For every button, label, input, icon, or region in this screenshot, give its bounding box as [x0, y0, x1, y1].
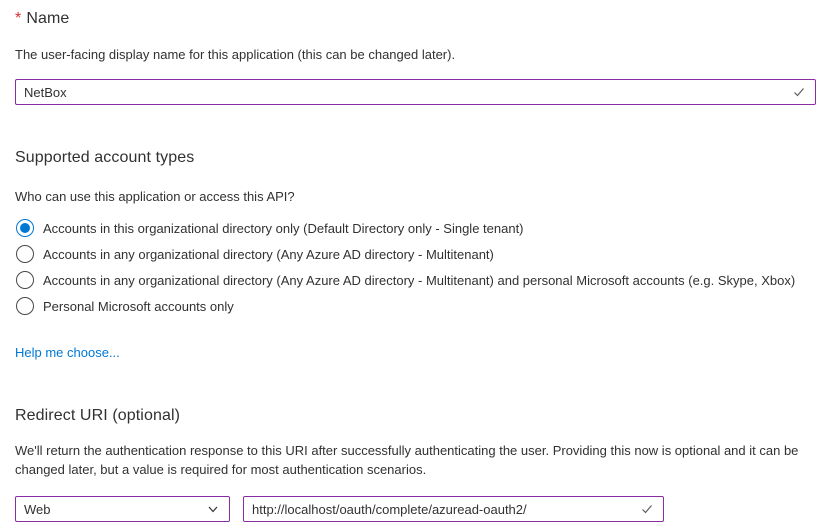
- radio-button[interactable]: [16, 245, 34, 263]
- name-section-title: [15, 10, 816, 28]
- radio-button[interactable]: [16, 219, 34, 237]
- name-section: [15, 10, 816, 105]
- radio-option-multitenant[interactable]: [15, 241, 816, 267]
- help-me-choose-link[interactable]: Help me choose...: [15, 345, 120, 360]
- name-description: The user-facing display name for this application (this can be changed later).: [15, 47, 456, 62]
- radio-option-multitenant-personal[interactable]: [15, 267, 816, 293]
- checkmark-icon: [791, 84, 807, 100]
- radio-option-label: Accounts in any organizational directory (Any Azure AD directory - Multitenant): [43, 246, 494, 262]
- redirect-uri-field[interactable]: [243, 496, 664, 522]
- chevron-down-icon: [205, 501, 221, 517]
- name-input[interactable]: [24, 85, 791, 100]
- name-input-field[interactable]: [15, 79, 816, 105]
- radio-option-label: Accounts in this organizational directory only (Default Directory only - Single tenant): [43, 220, 524, 236]
- radio-option-single-tenant[interactable]: [15, 215, 816, 241]
- radio-option-label: Personal Microsoft accounts only: [43, 298, 234, 314]
- supported-account-types-section: [15, 149, 816, 360]
- account-types-question: Who can use this application or access this API?: [15, 189, 295, 204]
- account-types-title: Supported account types: [15, 149, 195, 166]
- redirect-uri-section: [15, 407, 816, 522]
- platform-select[interactable]: [15, 496, 230, 522]
- name-title-text: Name: [26, 10, 70, 27]
- account-types-radio-group: [15, 215, 816, 319]
- platform-select-value: Web: [24, 501, 51, 517]
- redirect-uri-row: [15, 496, 816, 522]
- checkmark-icon: [639, 501, 655, 517]
- required-asterisk: *: [15, 10, 22, 27]
- redirect-uri-title: Redirect URI (optional): [15, 407, 181, 424]
- redirect-uri-description: We'll return the authentication response to this URI after successfully authenticating the user. Providing this now is optional and it can be changed later, but a value is required for most authentication scenarios.: [15, 443, 799, 477]
- redirect-uri-input[interactable]: [252, 502, 639, 517]
- radio-button[interactable]: [16, 271, 34, 289]
- radio-option-label: Accounts in any organizational directory (Any Azure AD directory - Multitenant) and personal Microsoft accounts (e.g. Skype, Xbox): [43, 272, 796, 288]
- radio-button[interactable]: [16, 297, 34, 315]
- radio-option-personal-only[interactable]: [15, 293, 816, 319]
